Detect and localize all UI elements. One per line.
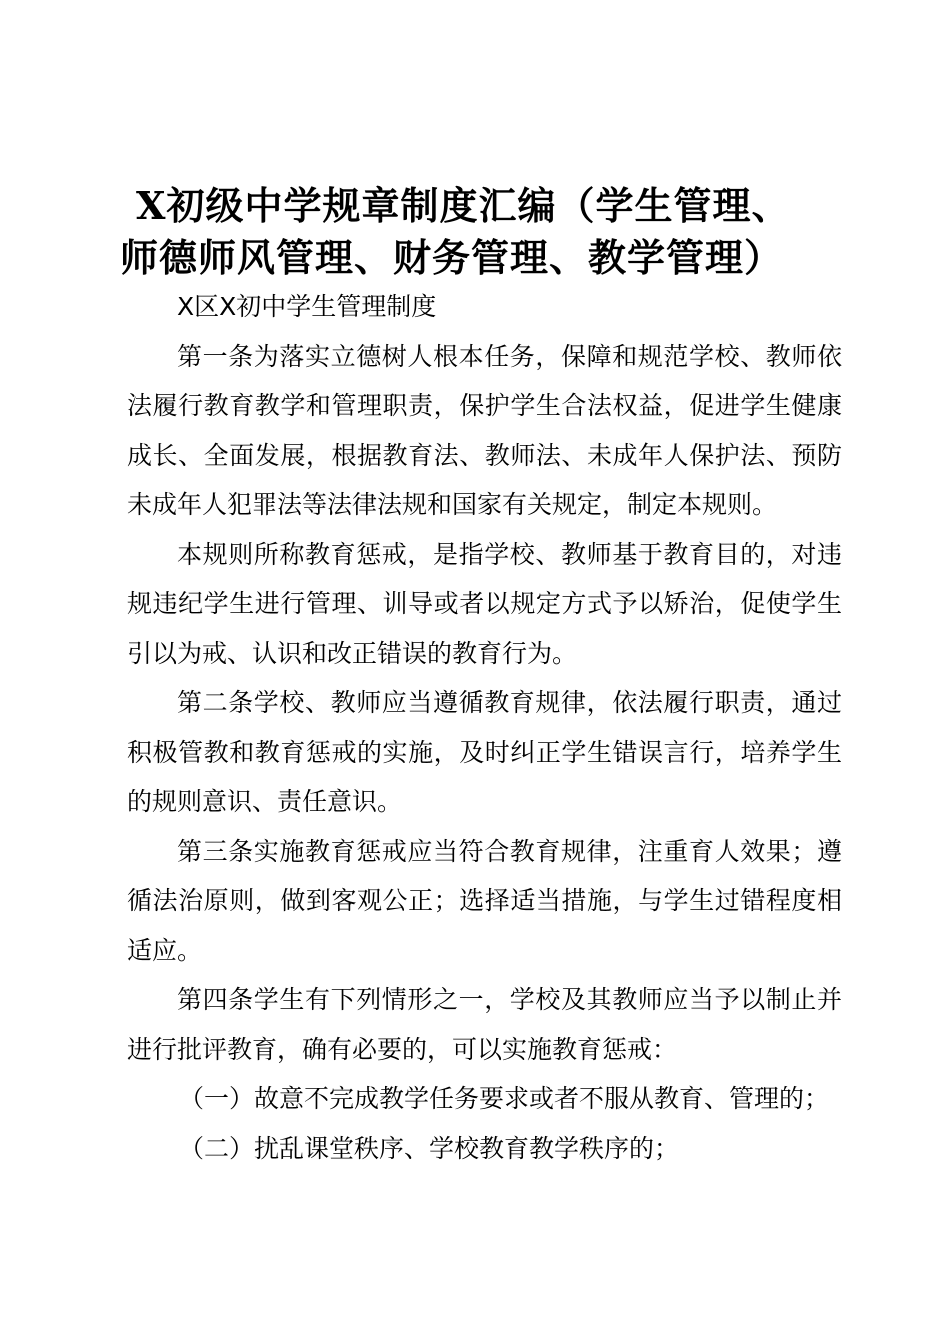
document-subtitle: X区X初中学生管理制度	[177, 292, 437, 321]
document-title	[120, 180, 840, 284]
list-item: （二）扰乱课堂秩序、学校教育教学秩序的；	[179, 1133, 680, 1163]
paragraph-article-2: 第二条学校、教师应当遵循教育规律，依法履行职责，通过积极管教和教育惩戒的实施，及时纠正学生错误言行，培养学生的规则意识、责任意识。	[127, 688, 842, 816]
paragraph-article-1: 第一条为落实立德树人根本任务，保障和规范学校、教师依法履行教育教学和管理职责，保护学生合法权益，促进学生健康成长、全面发展，根据教育法、教师法、未成年人保护法、预防未成年人犯罪法等法律法规和国家有关规定，制定本规则。	[127, 341, 842, 519]
paragraph-definition: 本规则所称教育惩戒，是指学校、教师基于教育目的，对违规违纪学生进行管理、训导或者以规定方式予以矫治，促使学生引以为戒、认识和改正错误的教育行为。	[127, 539, 842, 668]
document-body	[127, 282, 842, 1173]
list-item: （一）故意不完成教学任务要求或者不服从教育、管理的；	[179, 1084, 830, 1113]
document-title-line-1: X初级中学规章制度汇编（学生管理、	[136, 183, 791, 228]
paragraph-article-4: 第四条学生有下列情形之一，学校及其教师应当予以制止并进行批评教育，确有必要的，可以实施教育惩戒：	[127, 985, 842, 1064]
document-title-line-2: 师德师风管理、财务管理、教学管理）	[120, 235, 784, 280]
paragraph-article-3: 第三条实施教育惩戒应当符合教育规律，注重育人效果；遵循法治原则，做到客观公正；选择适当措施，与学生过错程度相适应。	[127, 836, 842, 965]
